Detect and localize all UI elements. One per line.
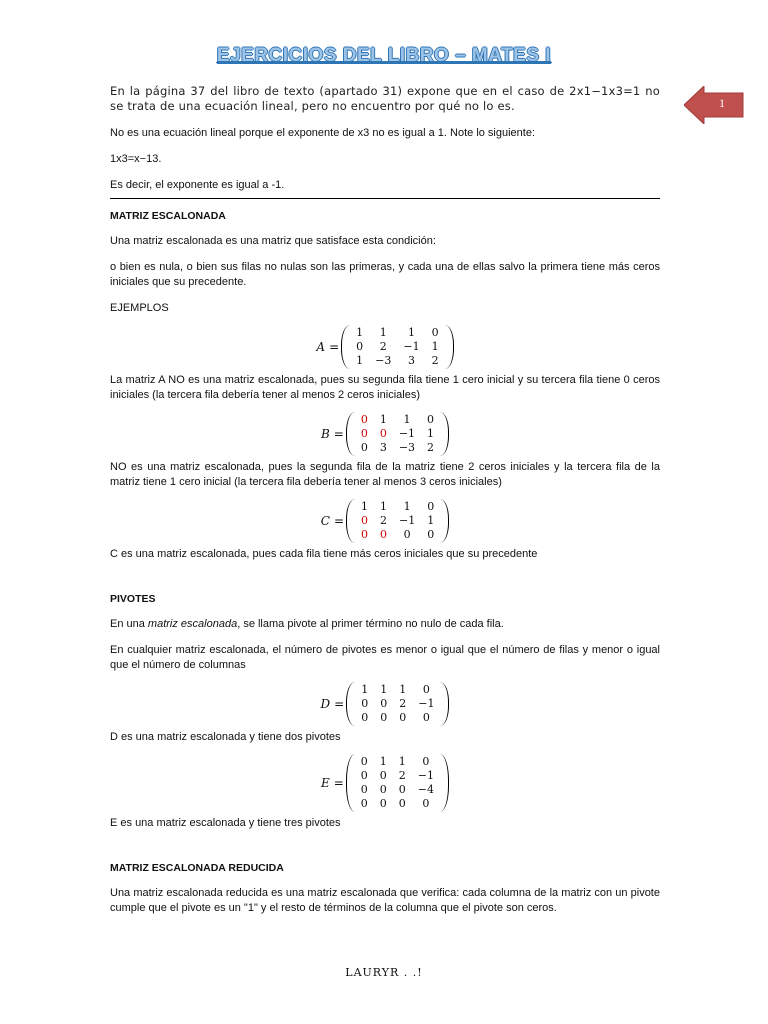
matrix-cell: −3 xyxy=(375,354,392,367)
answer-text: No es una ecuación lineal porque el exponente de x3 no es igual a 1. Note lo siguiente: xyxy=(110,127,536,139)
matrix-cell: 0 xyxy=(431,326,439,339)
matrix-cell-highlighted: 0 xyxy=(360,413,368,426)
matrix-cell: 1 xyxy=(427,514,435,527)
matrix-table xyxy=(355,413,440,455)
equals-sign: = xyxy=(333,775,344,790)
matrix-cell: 1 xyxy=(380,500,388,513)
matrix-cell: 0 xyxy=(380,711,388,724)
matrix-name: D xyxy=(320,696,331,711)
matrix-cell: 1 xyxy=(398,755,406,768)
matrix-cell: 0 xyxy=(360,783,368,796)
left-paren xyxy=(346,682,355,726)
matrix-cell-highlighted: 0 xyxy=(379,427,387,440)
matrix-cell: −1 xyxy=(403,340,420,353)
section-heading-matriz-escalonada: MATRIZ ESCALONADA xyxy=(110,210,226,222)
matrix-cell: 1 xyxy=(379,755,387,768)
matrix-cell-highlighted: 0 xyxy=(380,528,388,541)
page-number-badge xyxy=(684,86,744,124)
left-paren xyxy=(346,499,355,543)
matrix-cell: 3 xyxy=(407,354,415,367)
matrix-cell: −1 xyxy=(399,514,416,527)
matrix-cell: 0 xyxy=(361,697,369,710)
pivot-definition-prefix: En una xyxy=(110,618,148,630)
equals-sign: = xyxy=(333,513,345,528)
matrix-cell: 0 xyxy=(422,797,430,810)
section-divider xyxy=(110,198,660,199)
matrix-cell: 0 xyxy=(379,797,387,810)
matrix-table xyxy=(355,683,440,725)
matrix-cell: 1 xyxy=(399,683,407,696)
matrix-c-explanation: C es una matriz escalonada, pues cada fila tiene más ceros iniciales que su precedente xyxy=(110,548,538,560)
pivot-definition-term: matriz escalonada xyxy=(147,618,238,630)
document-body xyxy=(110,84,660,927)
matrix-name: C xyxy=(320,513,330,528)
pivot-definition-suffix: , se llama pivote al primer término no nulo de cada fila. xyxy=(237,618,504,630)
matrix-table xyxy=(355,755,440,811)
matrix-cell: 0 xyxy=(427,413,435,426)
matrix-cell: 0 xyxy=(398,797,406,810)
matrix-cell: 2 xyxy=(398,769,406,782)
matrix-cell: −3 xyxy=(398,441,416,454)
matrix-cell: 0 xyxy=(422,683,430,696)
matrix-cell: −1 xyxy=(418,697,435,710)
matrix-cell: 0 xyxy=(427,528,435,541)
matrix-cell-highlighted: 0 xyxy=(361,514,369,527)
equals-sign: = xyxy=(329,339,340,354)
matrix-cell: 0 xyxy=(427,500,435,513)
matrix-a xyxy=(110,325,660,369)
matrix-cell: 0 xyxy=(361,711,369,724)
right-paren xyxy=(440,412,449,456)
matrix-b xyxy=(110,412,660,456)
definition-text: Una matriz escalonada es una matriz que satisface esta condición: xyxy=(110,235,436,247)
matrix-e xyxy=(110,754,660,812)
matrix-cell-highlighted: 0 xyxy=(361,528,369,541)
matrix-cell: 1 xyxy=(427,427,435,440)
equals-sign: = xyxy=(334,696,345,711)
matrix-cell: 1 xyxy=(403,413,411,426)
formula-text: 1x3=x−13. xyxy=(110,153,162,165)
matrix-cell: 3 xyxy=(379,441,387,454)
condition-text: o bien es nula, o bien sus filas no nulas son las primeras, y cada una de ellas salvo la primera tiene más ceros iniciales que su precedente. xyxy=(110,261,660,288)
right-paren xyxy=(440,682,449,726)
matrix-cell: 1 xyxy=(431,340,439,353)
matrix-cell: 1 xyxy=(403,500,411,513)
matrix-cell: 0 xyxy=(360,441,368,454)
matrix-cell: 2 xyxy=(431,354,439,367)
matrix-cell: 0 xyxy=(379,783,387,796)
matrix-cell: 0 xyxy=(398,783,406,796)
left-paren xyxy=(341,325,350,369)
matrix-e-explanation: E es una matriz escalonada y tiene tres pivotes xyxy=(110,817,341,829)
conclusion-text: Es decir, el exponente es igual a -1. xyxy=(110,179,285,191)
matrix-cell: 0 xyxy=(360,755,368,768)
matrix-cell: 1 xyxy=(379,413,387,426)
matrix-cell-highlighted: 0 xyxy=(360,427,368,440)
matrix-table xyxy=(355,500,440,542)
matrix-cell: 1 xyxy=(356,326,364,339)
matrix-cell: 2 xyxy=(379,340,387,353)
equals-sign: = xyxy=(333,426,344,441)
matrix-cell: 0 xyxy=(360,769,368,782)
matrix-cell: 1 xyxy=(407,326,415,339)
pivot-rule: En cualquier matriz escalonada, el número de pivotes es menor o igual que el número de filas y menor o igual que el número de columnas xyxy=(110,644,660,671)
matrix-cell: 1 xyxy=(361,683,369,696)
matrix-cell: 1 xyxy=(379,326,387,339)
reduced-definition: Una matriz escalonada reducida es una matriz escalonada que verifica: cada columna de la matriz con un pivote cumple que el pivote es un "1" y el resto de términos de la columna que el pivote son ceros. xyxy=(110,887,660,914)
matrix-cell: −1 xyxy=(398,427,416,440)
matrix-d-explanation: D es una matriz escalonada y tiene dos pivotes xyxy=(110,731,341,743)
matrix-cell: 0 xyxy=(380,697,388,710)
matrix-b-explanation: NO es una matriz escalonada, pues la segunda fila de la matriz tiene 2 ceros iniciales y la tercera fila de la matriz tiene 1 cero inicial (la tercera fila debería tener al menos 3 ceros iniciales) xyxy=(110,461,660,488)
matrix-cell: 0 xyxy=(360,797,368,810)
matrix-cell: 1 xyxy=(380,683,388,696)
footer-signature: LAURYR . .! xyxy=(345,966,423,979)
matrix-c xyxy=(110,499,660,543)
matrix-cell: 0 xyxy=(403,528,411,541)
matrix-cell: 2 xyxy=(399,697,407,710)
right-paren xyxy=(440,754,449,812)
matrix-cell: 1 xyxy=(356,354,364,367)
page-number: 1 xyxy=(719,96,725,110)
section-heading-matriz-escalonada-reducida: MATRIZ ESCALONADA REDUCIDA xyxy=(110,862,284,874)
matrix-cell: −4 xyxy=(417,783,435,796)
section-heading-pivotes: PIVOTES xyxy=(110,593,156,605)
matrix-cell: 1 xyxy=(361,500,369,513)
matrix-name: A xyxy=(316,339,326,354)
matrix-a-explanation: La matriz A NO es una matriz escalonada, pues su segunda fila tiene 1 cero inicial y su tercera fila tiene 0 ceros iniciales (la tercera fila debería tener al menos 2 ceros iniciales) xyxy=(110,374,660,401)
question-text: En la página 37 del libro de texto (apartado 31) expone que en el caso de 2x1−1x3=1 no se trata de una ecuación lineal, pero no encuentro por qué no lo es. xyxy=(110,84,660,113)
matrix-cell: 0 xyxy=(356,340,364,353)
matrix-cell: 2 xyxy=(380,514,388,527)
matrix-cell: −1 xyxy=(417,769,435,782)
matrix-table xyxy=(350,326,444,368)
pivot-definition xyxy=(110,617,660,632)
matrix-cell: 0 xyxy=(399,711,407,724)
right-paren xyxy=(440,499,449,543)
matrix-name: E xyxy=(320,775,330,790)
document-title: EJERCICIOS DEL LIBRO – MATES I xyxy=(216,45,552,66)
left-paren xyxy=(346,754,355,812)
matrix-name: B xyxy=(320,426,330,441)
matrix-cell: 0 xyxy=(422,755,430,768)
right-paren xyxy=(445,325,454,369)
matrix-cell: 0 xyxy=(422,711,430,724)
matrix-d xyxy=(110,682,660,726)
left-paren xyxy=(346,412,355,456)
examples-label: EJEMPLOS xyxy=(110,302,169,314)
matrix-cell: 0 xyxy=(379,769,387,782)
matrix-cell: 2 xyxy=(427,441,435,454)
